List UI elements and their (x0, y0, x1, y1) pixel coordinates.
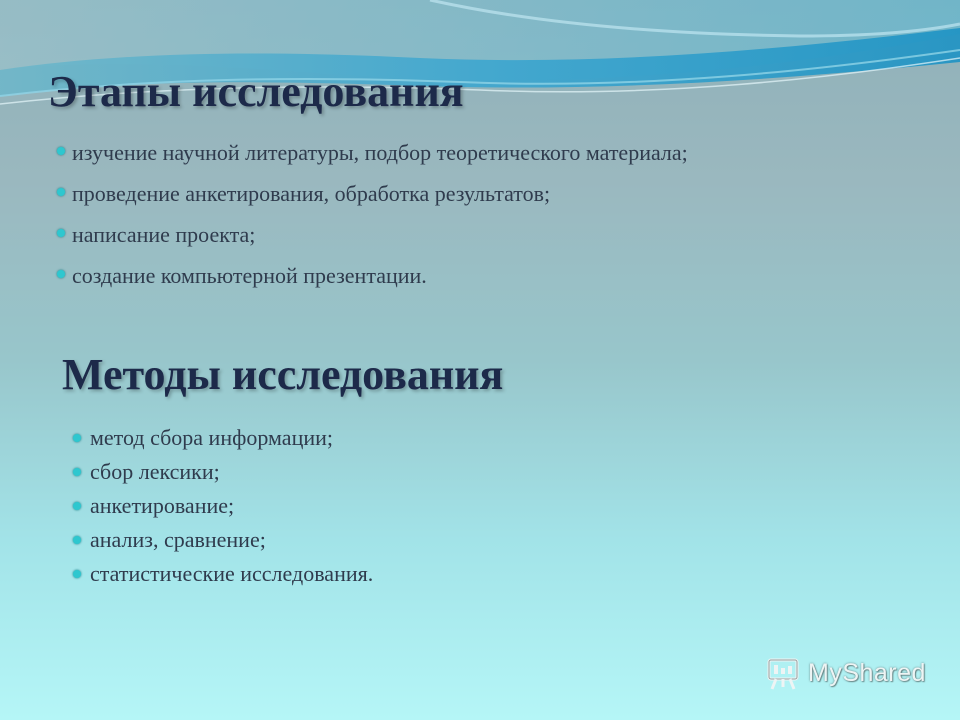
list-item-text: статистические исследования. (90, 561, 374, 586)
list-item-text: сбор лексики; (90, 459, 220, 484)
bullet-icon (73, 434, 81, 442)
bullet-icon (73, 468, 81, 476)
list-item-text: проведение анкетирования, обработка результатов; (72, 181, 551, 206)
bullet-icon (57, 270, 65, 278)
presentation-board-icon (766, 656, 802, 692)
list-item (56, 263, 688, 304)
list-item-text: написание проекта; (72, 222, 256, 247)
list-item (70, 561, 373, 595)
list-item-text: метод сбора информации; (90, 425, 333, 450)
list-item-text: анкетирование; (90, 493, 235, 518)
list-item (56, 140, 688, 181)
list-item (56, 181, 688, 222)
list-item (56, 222, 688, 263)
stages-title: Этапы исследования (48, 67, 464, 116)
list-item (70, 459, 373, 493)
stages-list (56, 140, 688, 304)
bullet-icon (57, 188, 65, 196)
bullet-icon (57, 229, 65, 237)
myshared-logo[interactable] (766, 656, 926, 696)
list-item-text: изучение научной литературы, подбор теоретического материала; (72, 140, 688, 165)
bullet-icon (73, 502, 81, 510)
watermark-text: MyShared (808, 659, 926, 687)
list-item (70, 425, 373, 459)
bullet-icon (57, 147, 65, 155)
list-item (70, 493, 373, 527)
list-item-text: анализ, сравнение; (90, 527, 266, 552)
methods-title: Методы исследования (62, 350, 504, 399)
list-item (70, 527, 373, 561)
bullet-icon (73, 536, 81, 544)
list-item-text: создание компьютерной презентации. (72, 263, 427, 288)
bullet-icon (73, 570, 81, 578)
methods-list (70, 425, 373, 595)
